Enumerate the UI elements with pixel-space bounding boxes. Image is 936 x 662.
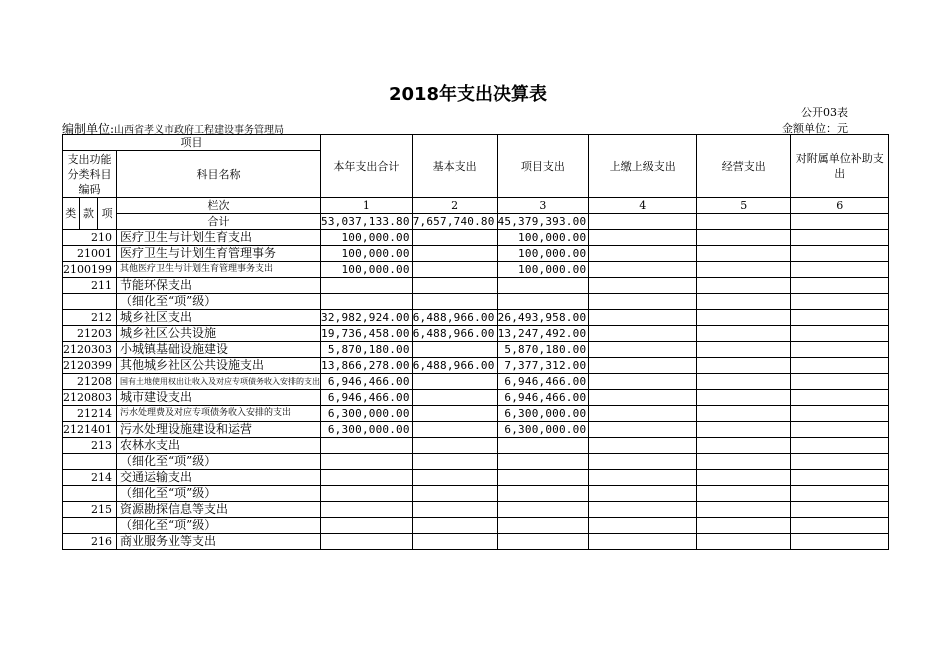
row-basic <box>412 518 497 534</box>
row-project: 100,000.00 <box>497 246 589 262</box>
empty-cell <box>589 230 697 246</box>
row-basic <box>412 486 497 502</box>
row-project <box>497 502 589 518</box>
empty-cell <box>697 230 791 246</box>
table-row <box>63 438 889 454</box>
row-name: 污水处理费及对应专项债务收入安排的支出 <box>117 406 321 422</box>
row-project <box>497 438 589 454</box>
empty-cell <box>589 422 697 438</box>
row-project: 13,247,492.00 <box>497 326 589 342</box>
empty-cell <box>589 470 697 486</box>
row-basic <box>412 230 497 246</box>
row-code <box>63 454 117 470</box>
empty-cell <box>589 534 697 550</box>
row-project <box>497 278 589 294</box>
row-basic <box>412 534 497 550</box>
row-basic <box>412 262 497 278</box>
xiang-header: 项 <box>98 198 117 230</box>
row-project: 26,493,958.00 <box>497 310 589 326</box>
row-basic: 7,657,740.80 <box>412 214 497 230</box>
upper-header: 上缴上级支出 <box>589 135 697 198</box>
row-name: 小城镇基础设施建设 <box>117 342 321 358</box>
empty-cell <box>791 454 889 470</box>
row-project: 7,377,312.00 <box>497 358 589 374</box>
row-total: 6,300,000.00 <box>321 422 413 438</box>
row-project: 100,000.00 <box>497 230 589 246</box>
row-project: 5,870,180.00 <box>497 342 589 358</box>
col-number: 5 <box>697 198 791 214</box>
row-code <box>63 518 117 534</box>
row-name: 城乡社区公共设施 <box>117 326 321 342</box>
empty-cell <box>697 438 791 454</box>
empty-cell <box>697 294 791 310</box>
row-project <box>497 518 589 534</box>
basic-header: 基本支出 <box>412 135 497 198</box>
empty-cell <box>589 406 697 422</box>
row-project <box>497 470 589 486</box>
table-row <box>63 454 889 470</box>
total-header: 本年支出合计 <box>321 135 413 198</box>
col-number: 3 <box>497 198 589 214</box>
row-basic <box>412 422 497 438</box>
row-total <box>321 294 413 310</box>
row-basic <box>412 294 497 310</box>
row-project: 6,946,466.00 <box>497 390 589 406</box>
row-project: 6,300,000.00 <box>497 406 589 422</box>
col-number: 1 <box>321 198 413 214</box>
subject-name-header: 科目名称 <box>117 151 321 198</box>
row-total: 100,000.00 <box>321 230 413 246</box>
row-code: 212 <box>63 310 117 326</box>
project-exp-header: 项目支出 <box>497 135 589 198</box>
empty-cell <box>589 390 697 406</box>
empty-cell <box>697 518 791 534</box>
table-row <box>63 358 889 374</box>
row-name: 国有土地使用权出让收入及对应专项债务收入安排的支出 <box>117 374 321 390</box>
row-name: 其他医疗卫生与计划生育管理事务支出 <box>117 262 321 278</box>
row-project <box>497 454 589 470</box>
row-code: 21214 <box>63 406 117 422</box>
row-project: 100,000.00 <box>497 262 589 278</box>
table-row <box>63 326 889 342</box>
empty-cell <box>589 310 697 326</box>
project-header: 项目 <box>63 135 321 151</box>
row-code: 215 <box>63 502 117 518</box>
row-basic <box>412 454 497 470</box>
empty-cell <box>589 438 697 454</box>
row-code <box>63 294 117 310</box>
row-name: 节能环保支出 <box>117 278 321 294</box>
row-basic <box>412 406 497 422</box>
lei-header: 类 <box>63 198 80 230</box>
empty-cell <box>697 262 791 278</box>
row-total <box>321 470 413 486</box>
empty-cell <box>589 358 697 374</box>
empty-cell <box>791 262 889 278</box>
row-code: 2120303 <box>63 342 117 358</box>
table-row <box>63 486 889 502</box>
empty-cell <box>589 502 697 518</box>
amount-unit: 金额单位：元 <box>782 122 848 135</box>
row-basic <box>412 342 497 358</box>
row-project: 45,379,393.00 <box>497 214 589 230</box>
row-basic: 6,488,966.00 <box>412 326 497 342</box>
row-basic <box>412 390 497 406</box>
empty-cell <box>589 326 697 342</box>
empty-cell <box>791 534 889 550</box>
table-id: 公开03表 <box>801 106 848 119</box>
row-basic: 6,488,966.00 <box>412 310 497 326</box>
table-row <box>63 278 889 294</box>
total-row <box>63 214 889 230</box>
operating-header: 经营支出 <box>697 135 791 198</box>
row-code: 2100199 <box>63 262 117 278</box>
row-basic <box>412 246 497 262</box>
row-total: 6,946,466.00 <box>321 374 413 390</box>
table-row <box>63 342 889 358</box>
empty-cell <box>697 454 791 470</box>
row-code: 21203 <box>63 326 117 342</box>
empty-cell <box>697 406 791 422</box>
row-basic <box>412 470 497 486</box>
row-code: 2121401 <box>63 422 117 438</box>
empty-cell <box>697 534 791 550</box>
empty-cell <box>589 454 697 470</box>
empty-cell <box>589 518 697 534</box>
empty-cell <box>791 390 889 406</box>
org-name: 山西省孝义市政府工程建设事务管理局 <box>114 125 285 136</box>
empty-cell <box>697 358 791 374</box>
org-label: 编制单位: <box>62 122 115 136</box>
lanci-header: 栏次 <box>117 198 321 214</box>
empty-cell <box>697 374 791 390</box>
row-total: 13,866,278.00 <box>321 358 413 374</box>
empty-cell <box>697 278 791 294</box>
empty-cell <box>697 214 791 230</box>
empty-cell <box>589 342 697 358</box>
row-code: 21001 <box>63 246 117 262</box>
empty-cell <box>589 374 697 390</box>
kuan-header: 款 <box>79 198 98 230</box>
row-name: （细化至“项”级） <box>117 486 321 502</box>
row-code: 2120803 <box>63 390 117 406</box>
empty-cell <box>791 278 889 294</box>
row-name: （细化至“项”级） <box>117 294 321 310</box>
subsidy-header: 对附属单位补助支出 <box>791 135 889 198</box>
row-project <box>497 534 589 550</box>
row-code <box>63 486 117 502</box>
row-name: （细化至“项”级） <box>117 454 321 470</box>
row-total <box>321 502 413 518</box>
table-row <box>63 246 889 262</box>
empty-cell <box>697 310 791 326</box>
expenditure-table <box>62 134 889 550</box>
empty-cell <box>791 294 889 310</box>
row-basic <box>412 374 497 390</box>
empty-cell <box>589 278 697 294</box>
row-total: 5,870,180.00 <box>321 342 413 358</box>
empty-cell <box>791 438 889 454</box>
row-code: 210 <box>63 230 117 246</box>
col-number: 4 <box>589 198 697 214</box>
row-total: 53,037,133.80 <box>321 214 413 230</box>
row-basic <box>412 278 497 294</box>
row-total <box>321 534 413 550</box>
empty-cell <box>589 246 697 262</box>
page-title: 2018年支出决算表 <box>388 84 548 105</box>
table-row <box>63 406 889 422</box>
row-total <box>321 518 413 534</box>
row-name: 城市建设支出 <box>117 390 321 406</box>
table-row <box>63 502 889 518</box>
empty-cell <box>791 518 889 534</box>
empty-cell <box>791 406 889 422</box>
empty-cell <box>589 294 697 310</box>
row-name: 其他城乡社区公共设施支出 <box>117 358 321 374</box>
table-row <box>63 390 889 406</box>
table-row <box>63 534 889 550</box>
empty-cell <box>791 358 889 374</box>
row-total: 100,000.00 <box>321 262 413 278</box>
row-name: 农林水支出 <box>117 438 321 454</box>
empty-cell <box>589 262 697 278</box>
table-row <box>63 230 889 246</box>
row-total <box>321 486 413 502</box>
row-code: 2120399 <box>63 358 117 374</box>
row-total: 19,736,458.00 <box>321 326 413 342</box>
row-name: （细化至“项”级） <box>117 518 321 534</box>
empty-cell <box>697 342 791 358</box>
empty-cell <box>589 214 697 230</box>
row-total: 6,946,466.00 <box>321 390 413 406</box>
row-total: 32,982,924.00 <box>321 310 413 326</box>
empty-cell <box>791 502 889 518</box>
row-basic: 6,488,966.00 <box>412 358 497 374</box>
row-total <box>321 454 413 470</box>
row-code: 21208 <box>63 374 117 390</box>
table-row <box>63 294 889 310</box>
row-name: 医疗卫生与计划生育支出 <box>117 230 321 246</box>
row-total <box>321 278 413 294</box>
empty-cell <box>697 390 791 406</box>
col-number: 2 <box>412 198 497 214</box>
empty-cell <box>697 246 791 262</box>
table-row <box>63 310 889 326</box>
row-project: 6,946,466.00 <box>497 374 589 390</box>
row-total: 100,000.00 <box>321 246 413 262</box>
row-basic <box>412 438 497 454</box>
empty-cell <box>791 214 889 230</box>
row-name: 城乡社区支出 <box>117 310 321 326</box>
table-row <box>63 374 889 390</box>
col-number: 6 <box>791 198 889 214</box>
empty-cell <box>791 422 889 438</box>
empty-cell <box>791 326 889 342</box>
row-name: 资源勘探信息等支出 <box>117 502 321 518</box>
empty-cell <box>697 486 791 502</box>
table-row <box>63 470 889 486</box>
row-name: 合计 <box>117 214 321 230</box>
empty-cell <box>791 310 889 326</box>
table-row <box>63 422 889 438</box>
row-project <box>497 486 589 502</box>
row-name: 商业服务业等支出 <box>117 534 321 550</box>
row-name: 污水处理设施建设和运营 <box>117 422 321 438</box>
empty-cell <box>791 374 889 390</box>
empty-cell <box>791 486 889 502</box>
row-code: 211 <box>63 278 117 294</box>
empty-cell <box>697 502 791 518</box>
empty-cell <box>791 230 889 246</box>
row-total <box>321 438 413 454</box>
row-code: 216 <box>63 534 117 550</box>
row-name: 医疗卫生与计划生育管理事务 <box>117 246 321 262</box>
row-name: 交通运输支出 <box>117 470 321 486</box>
empty-cell <box>697 422 791 438</box>
empty-cell <box>791 342 889 358</box>
table-row <box>63 518 889 534</box>
row-total: 6,300,000.00 <box>321 406 413 422</box>
empty-cell <box>589 486 697 502</box>
row-basic <box>412 502 497 518</box>
empty-cell <box>791 470 889 486</box>
func-code-header: 支出功能分类科目编码 <box>63 151 117 198</box>
row-project: 6,300,000.00 <box>497 422 589 438</box>
empty-cell <box>697 326 791 342</box>
empty-cell <box>791 246 889 262</box>
row-code: 214 <box>63 470 117 486</box>
row-project <box>497 294 589 310</box>
row-code: 213 <box>63 438 117 454</box>
empty-cell <box>697 470 791 486</box>
table-row <box>63 262 889 278</box>
